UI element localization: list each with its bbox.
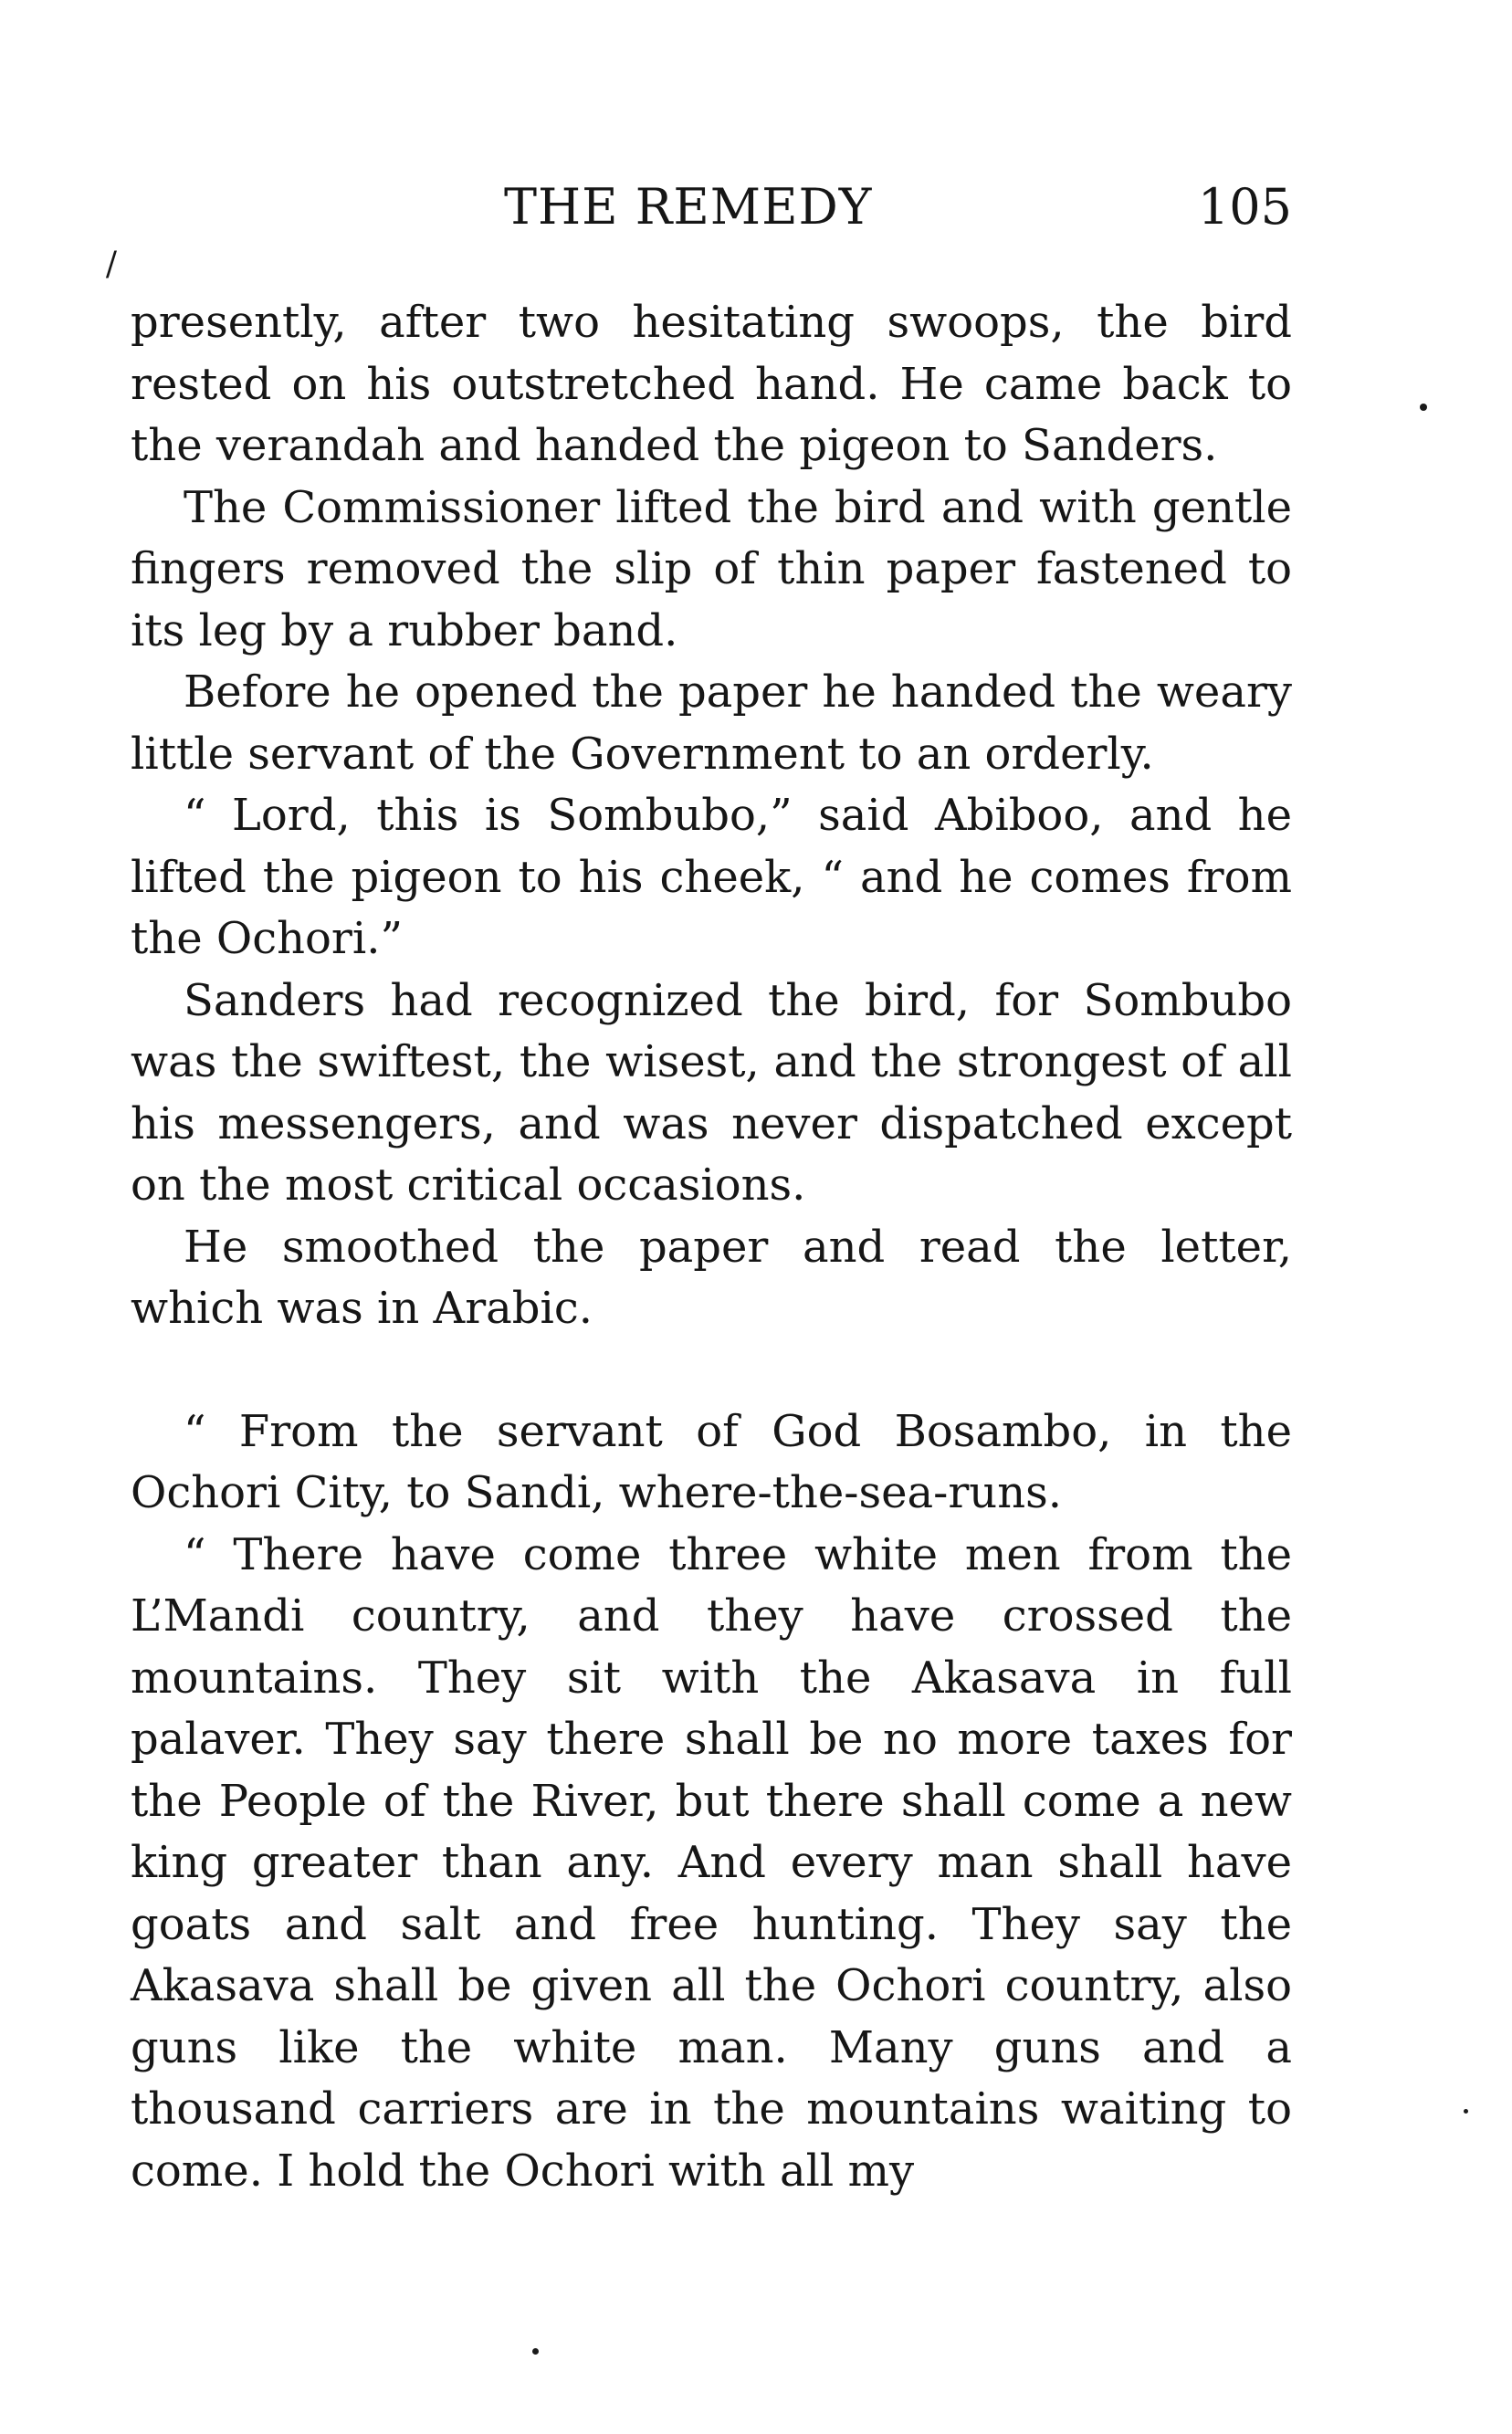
running-title: THE REMEDY — [504, 178, 873, 236]
letter-paragraph: “ From the servant of God Bosambo, in the Ochori City, to Sandi, where-the-sea-runs. — [131, 1405, 1292, 1518]
paragraph: Sanders had recognized the bird, for Sombubo was the swiftest, the wisest, and the strongest of all his messengers, and was never dispatched except on the most critical occasions. — [131, 974, 1292, 1211]
speck-mark — [1464, 2109, 1468, 2114]
section-gap — [131, 1340, 1292, 1401]
paragraph: The Commissioner lifted the bird and with gentle fingers removed the slip of thin paper fastened to its leg by a rubber band. — [131, 481, 1292, 656]
page-number: 105 — [1197, 178, 1292, 236]
body-text — [131, 292, 1292, 2202]
paragraph: Before he opened the paper he handed the weary little servant of the Government to an orderly. — [131, 666, 1292, 780]
speck-mark — [1420, 404, 1427, 411]
running-head — [132, 178, 1292, 242]
paragraph: presently, after two hesitating swoops, the bird rested on his outstretched hand. He came back to the verandah and handed the pigeon to Sanders. — [131, 297, 1292, 471]
letter-paragraph: “ There have come three white men from the L’Mandi country, and they have crossed the mountains. They sit with the Akasava in full palaver. They say there shall be no more taxes for the People of the River, but there shall come a new king greater than any. And every man shall have goats and salt and free hunting. They say the Akasava shall be given all the Ochori country, also guns like the white man. Many guns and a thousand carriers are in the mountains waiting to come. I hold the Ochori with all my — [131, 1528, 1292, 2197]
paragraph: “ Lord, this is Sombubo,” said Abiboo, and he lifted the pigeon to his cheek, “ and he comes from the Ochori.” — [131, 790, 1292, 964]
speck-mark — [532, 2348, 539, 2355]
stray-slash-mark: / — [105, 246, 118, 283]
paragraph: He smoothed the paper and read the letter, which was in Arabic. — [131, 1221, 1292, 1334]
